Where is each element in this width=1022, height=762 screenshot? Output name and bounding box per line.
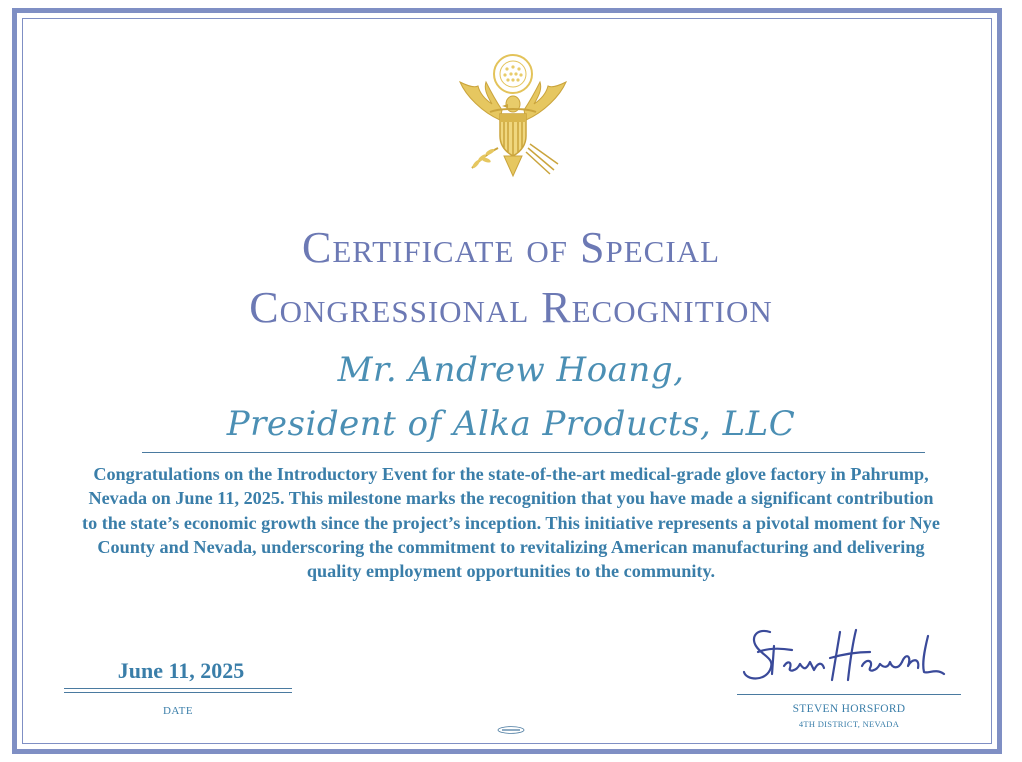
date-value: June 11, 2025 [117, 658, 245, 683]
certificate-title-line2: Congressional Recognition [249, 283, 773, 332]
honoree-name: Mr. Andrew Hoang, [337, 350, 685, 390]
date-underline [64, 688, 292, 689]
date-label: DATE [162, 705, 194, 717]
signer-name: STEVEN HORSFORD [792, 703, 906, 715]
signature-image [740, 622, 950, 692]
union-bug-icon [497, 726, 525, 734]
honoree-underline [142, 452, 925, 453]
certificate-body-text: Congratulations on the Introductory Event for the state-of-the-art medical-grade glove factory in Pahrump, Nevada on June 11, 2025. This milestone marks the recognition that you have made a significant contribution to the state’s economic growth since the project’s inception. This initiative represents a pivotal moment for Nye County and Nevada, underscoring the commitment to revitalizing American manufacturing and delivering quality employment opportunities to the community. [82, 464, 940, 582]
certificate-title-line1: Certificate of Special [301, 223, 721, 272]
great-seal-eagle-icon [450, 48, 576, 184]
signature-line [737, 694, 961, 695]
signer-district: 4TH DISTRICT, NEVADA [798, 719, 900, 729]
honoree-title: President of Alka Products, LLC [226, 404, 796, 444]
date-underline-second [64, 692, 292, 693]
